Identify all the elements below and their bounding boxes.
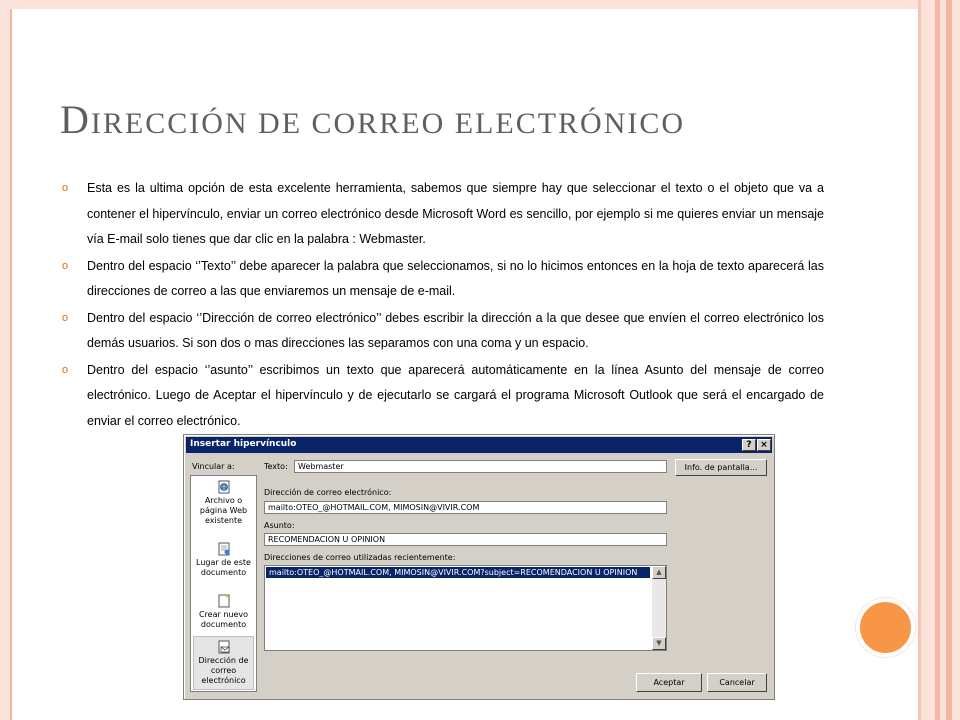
email-address-field[interactable]: mailto:OTEO_@HOTMAIL.COM, MIMOSIN@VIVIR.COM <box>264 501 667 514</box>
title-initial: D <box>60 97 91 142</box>
bullet-list <box>62 176 824 435</box>
slide-frame-left-line <box>10 9 12 720</box>
slide-stripe <box>952 0 960 720</box>
decorative-circle <box>856 598 915 657</box>
email-address-label: Dirección de correo electrónico: <box>264 488 392 497</box>
bullet-text: Esta es la ultima opción de esta excelente herramienta, sabemos que siempre hay que seleccionar el texto o el objeto que va a contener el hipervínculo, enviar un correo electrónico desde Microsoft Word es sencillo, por ejemplo si me quieres enviar un mensaje vía E-mail solo tienes que dar clic en la palabra : Webmaster. <box>87 181 824 246</box>
link-option-new-document[interactable] <box>193 594 254 630</box>
cancel-button[interactable]: Cancelar <box>707 673 767 692</box>
close-button[interactable]: × <box>757 439 771 451</box>
help-button[interactable]: ? <box>742 439 756 451</box>
screentip-button[interactable]: Info. de pantalla... <box>675 459 767 476</box>
slide-frame-left <box>0 0 10 720</box>
recent-address-item[interactable]: mailto:OTEO_@HOTMAIL.COM, MIMOSIN@VIVIR.COM?subject=RECOMENDACION U OPINION <box>266 567 650 578</box>
text-field[interactable]: Webmaster <box>294 460 667 473</box>
bullet-marker: o <box>62 259 69 272</box>
scroll-down-icon[interactable]: ▼ <box>652 637 666 650</box>
dialog-titlebar <box>186 437 772 453</box>
bullet-item <box>62 176 824 253</box>
insert-hyperlink-dialog <box>183 434 775 700</box>
text-label: Texto: <box>264 462 288 471</box>
new-document-icon <box>216 594 232 608</box>
link-option-label: Crear nuevo documento <box>198 610 249 629</box>
dialog-title: Insertar hipervínculo <box>190 439 297 449</box>
recent-list-scrollbar[interactable] <box>652 566 666 650</box>
web-page-icon <box>216 480 232 494</box>
bullet-item <box>62 306 824 357</box>
recent-addresses-list <box>264 565 667 651</box>
bullet-marker: o <box>62 363 69 376</box>
link-option-label: Lugar de este documento <box>196 558 251 577</box>
link-option-this-document[interactable] <box>193 542 254 578</box>
bullet-item <box>62 254 824 305</box>
title-rest: IRECCIÓN DE CORREO ELECTRÓNICO <box>90 107 686 140</box>
bullet-marker: o <box>62 311 69 324</box>
subject-field[interactable]: RECOMENDACION U OPINION <box>264 533 667 546</box>
link-option-label: Dirección de correo electrónico <box>198 656 249 685</box>
slide-stripe <box>921 0 935 720</box>
bullet-item <box>62 358 824 435</box>
bullet-text: Dentro del espacio ‘’Dirección de correo electrónico’’ debes escribir la dirección a la que desee que envíen el correo electrónico los demás usuarios. Si son dos o mas direcciones las separamos con una coma y un espacio. <box>87 310 824 350</box>
recent-addresses-label: Direcciones de correo utilizadas recientemente: <box>264 553 456 562</box>
link-option-email-address[interactable] <box>193 636 254 690</box>
link-option-label: Archivo o página Web existente <box>199 496 248 525</box>
bullet-text: Dentro del espacio ‘’Texto’’ debe aparecer la palabra que seleccionamos, si no lo hicimos entonces en la hoja de texto aparecerá las direcciones de correo a las que enviaremos un mensaje de e-mail. <box>87 258 824 298</box>
link-to-bar <box>190 475 257 692</box>
scroll-up-icon[interactable]: ▲ <box>652 566 666 579</box>
slide-frame-top <box>0 0 960 9</box>
subject-label: Asunto: <box>264 521 295 530</box>
ok-button[interactable]: Aceptar <box>636 673 702 692</box>
bullet-marker: o <box>62 182 69 194</box>
email-icon <box>216 640 232 654</box>
link-to-label: Vincular a: <box>192 462 235 471</box>
link-option-existing-file[interactable] <box>193 480 254 526</box>
slide-title <box>60 96 685 143</box>
bullet-text: Dentro del espacio ‘’asunto’’ escribimos un texto que aparecerá automáticamente en la línea Asunto del mensaje de correo electrónico. Luego de Aceptar el hipervínculo y de ejecutarlo se cargará el programa Microsoft Outlook que será el encargado de enviar el correo electrónico. <box>87 362 824 428</box>
document-place-icon <box>216 542 232 556</box>
